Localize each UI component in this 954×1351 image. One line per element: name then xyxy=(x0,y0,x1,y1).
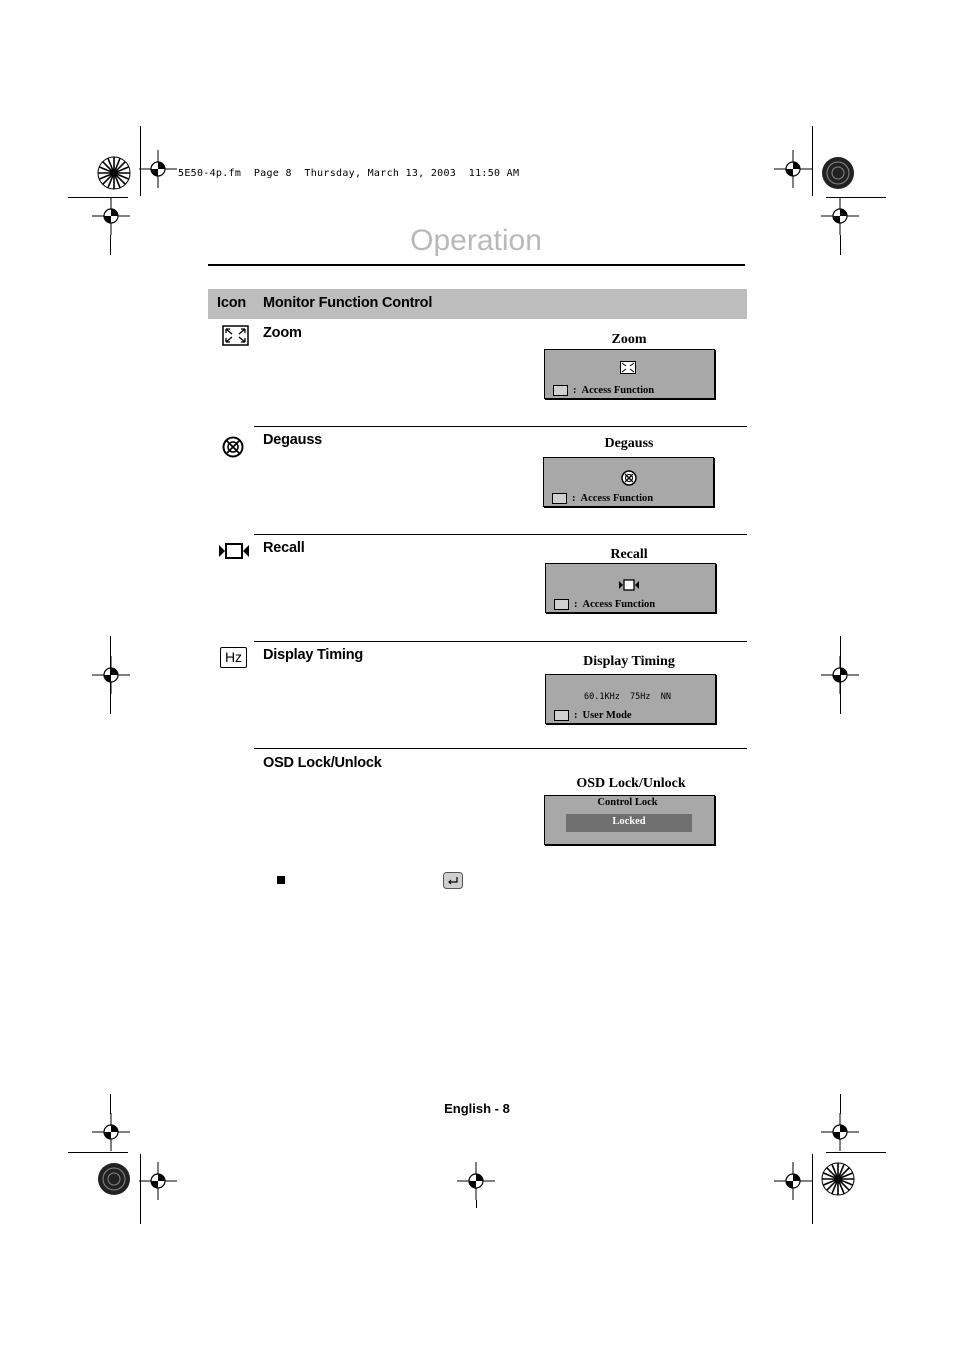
recall-icon xyxy=(218,542,250,560)
osd-footer-text: Access Function xyxy=(581,385,655,396)
osd-control-lock-label: Control Lock xyxy=(597,797,658,808)
osd-title-display-timing: Display Timing xyxy=(583,654,675,669)
osd-footer xyxy=(554,599,655,610)
crosshair-target-icon xyxy=(457,1162,495,1200)
crop-mark xyxy=(110,235,111,255)
row-divider xyxy=(254,534,747,535)
crosshair-target-icon xyxy=(92,197,130,235)
osd-separator: : xyxy=(574,599,578,610)
osd-footer-text: Access Function xyxy=(580,493,654,504)
hz-icon: Hz xyxy=(220,647,247,668)
degauss-icon xyxy=(222,436,244,458)
row-label-display-timing: Display Timing xyxy=(263,647,364,663)
crop-mark xyxy=(110,636,111,714)
osd-separator: : xyxy=(573,385,577,396)
zoom-icon xyxy=(620,361,636,374)
crop-mark xyxy=(476,1200,477,1208)
crop-mark xyxy=(826,1152,886,1153)
function-column-header: Monitor Function Control xyxy=(263,295,433,311)
osd-title-zoom: Zoom xyxy=(611,332,647,347)
row-label-recall: Recall xyxy=(263,540,305,556)
enter-key-icon xyxy=(554,710,569,721)
osd-locked-status: Locked xyxy=(566,814,692,832)
row-divider xyxy=(254,641,747,642)
osd-footer-text: Access Function xyxy=(582,599,656,610)
crosshair-target-icon xyxy=(821,1113,859,1151)
starburst-registration-icon xyxy=(820,1161,856,1197)
file-info-line: 5E50-4p.fm Page 8 Thursday, March 13, 2003 11:50 AM xyxy=(178,168,520,179)
row-label-osd-lock: OSD Lock/Unlock xyxy=(263,755,382,771)
osd-footer-text: User Mode xyxy=(582,710,632,721)
crosshair-target-icon xyxy=(821,197,859,235)
zoom-icon xyxy=(222,325,249,346)
enter-key-icon xyxy=(552,493,567,504)
crosshair-target-icon xyxy=(92,1113,130,1151)
osd-panel-degauss xyxy=(543,457,714,507)
degauss-icon xyxy=(621,470,637,486)
row-label-degauss: Degauss xyxy=(263,432,323,448)
row-label-zoom: Zoom xyxy=(263,325,302,341)
starburst-registration-icon xyxy=(96,155,132,191)
table-header xyxy=(208,289,747,319)
osd-title-degauss: Degauss xyxy=(604,436,654,451)
crop-mark xyxy=(812,1154,813,1224)
crosshair-target-icon xyxy=(139,150,177,188)
osd-separator: : xyxy=(572,493,576,504)
osd-title-recall: Recall xyxy=(610,547,648,562)
page-number-label: English - 8 xyxy=(444,1101,510,1116)
osd-footer xyxy=(552,493,653,504)
starburst-registration-icon xyxy=(96,1161,132,1197)
page-title: Operation xyxy=(410,224,542,257)
note-bullet xyxy=(277,876,285,884)
osd-footer xyxy=(553,385,654,396)
osd-footer xyxy=(554,710,632,721)
crosshair-target-icon xyxy=(139,1162,177,1200)
crop-mark xyxy=(68,1152,128,1153)
osd-frequency-readout: 60.1KHz 75Hz NN xyxy=(584,692,671,702)
osd-panel-recall xyxy=(545,563,716,613)
crop-mark xyxy=(840,235,841,255)
osd-panel-display-timing xyxy=(545,674,716,724)
enter-button-icon xyxy=(443,872,463,889)
crop-mark xyxy=(840,636,841,714)
row-divider xyxy=(254,748,747,749)
osd-title-osd-lock: OSD Lock/Unlock xyxy=(576,776,686,791)
enter-key-icon xyxy=(553,385,568,396)
crosshair-target-icon xyxy=(774,1162,812,1200)
row-divider xyxy=(254,426,747,427)
osd-separator: : xyxy=(574,710,578,721)
crosshair-target-icon xyxy=(774,150,812,188)
enter-key-icon xyxy=(554,599,569,610)
osd-panel-osd-lock xyxy=(544,795,715,845)
crop-mark xyxy=(812,126,813,196)
icon-column-header: Icon xyxy=(217,295,247,311)
recall-icon xyxy=(618,579,640,591)
osd-panel-zoom xyxy=(544,349,715,399)
starburst-registration-icon xyxy=(820,155,856,191)
title-rule xyxy=(208,264,745,266)
crosshair-target-icon xyxy=(92,656,130,694)
